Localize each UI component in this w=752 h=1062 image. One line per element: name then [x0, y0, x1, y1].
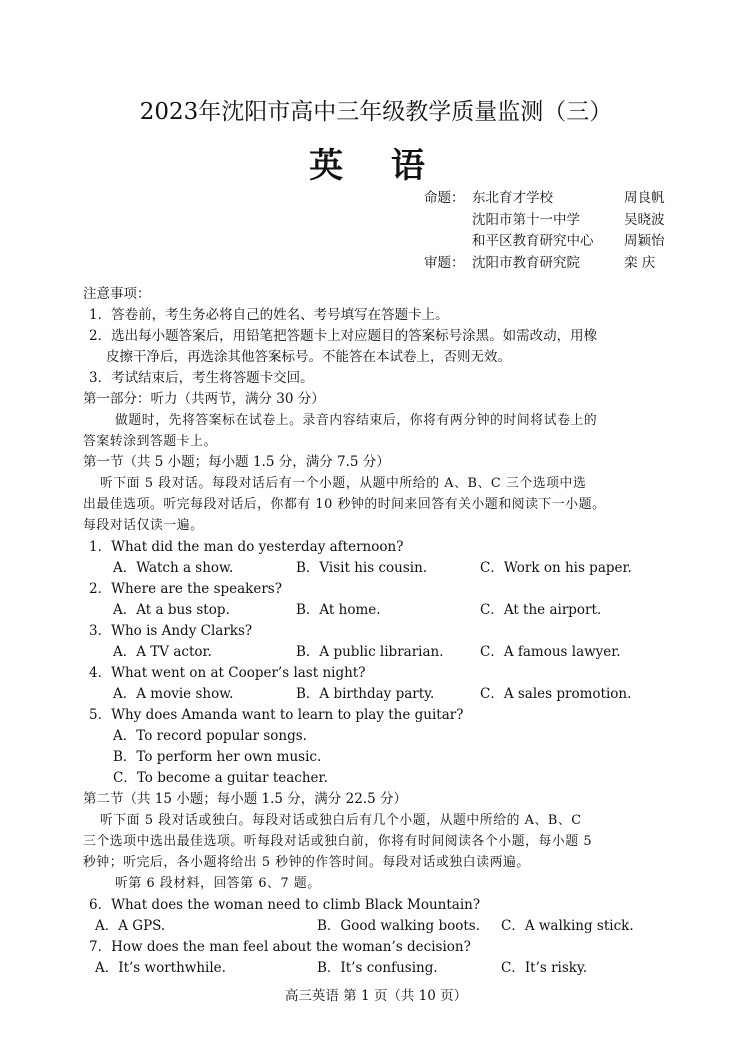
question-text: 6．What does the woman need to climb Black Mountain? [89, 897, 481, 913]
option-b: B．A birthday party. [296, 686, 435, 702]
options-row [113, 558, 673, 579]
question-text: 3．Who is Andy Clarks? [89, 623, 253, 639]
exam-title: 2023年沈阳市高中三年级教学质量监测（三） [139, 99, 613, 125]
credit-row [424, 231, 684, 253]
credit-school: 沈阳市教育研究院 [472, 254, 580, 271]
note-item: 皮擦干净后，再选涂其他答案标号。不能答在本试卷上，否则无效。 [106, 349, 511, 365]
credit-school: 沈阳市第十一中学 [472, 211, 580, 228]
credit-label: 命题： [424, 190, 465, 206]
option-c: C．A sales promotion. [480, 686, 632, 702]
option-c: C．A walking stick. [501, 918, 634, 934]
option-b: B．At home. [296, 602, 381, 618]
credits-block [424, 188, 684, 274]
notes-heading: 注意事项： [83, 286, 151, 302]
option-c: C．Work on his paper. [480, 560, 632, 576]
credit-row [424, 188, 684, 210]
part1-instruction: 做题时，先将答案标在试卷上。录音内容结束后，你将有两分钟的时间将试卷上的 [115, 413, 598, 428]
part1-instruction: 答案转涂到答题卡上。 [83, 434, 217, 449]
option-c: C．A famous lawyer. [480, 644, 621, 660]
question-text: 7．How does the man feel about the woman’s decision? [89, 939, 471, 955]
option-a: A．Watch a show. [113, 560, 234, 576]
question-text: 4．What went on at Cooper’s last night? [89, 665, 366, 681]
options-row [95, 958, 675, 979]
options-row [113, 642, 673, 663]
section1-heading: 第一节（共 5 小题；每小题 1.5 分，满分 7.5 分） [83, 454, 390, 470]
subject-title: 英 语 [309, 146, 443, 186]
option-a: A．A TV actor. [113, 644, 212, 660]
section1-instruction: 每段对话仅读一遍。 [83, 518, 204, 533]
note-item: 2．选出每小题答案后，用铅笔把答题卡上对应题目的答案标号涂黑。如需改动，用橡 [89, 328, 598, 344]
option-a: A．A movie show. [113, 686, 234, 702]
option-a: A．To record popular songs. [113, 728, 307, 744]
question-text: 5．Why does Amanda want to learn to play the guitar? [89, 707, 464, 723]
credit-label: 审题： [424, 254, 465, 271]
credit-name: 吴晓波 [624, 211, 665, 228]
credit-row [424, 210, 684, 232]
option-c: C．To become a guitar teacher. [113, 770, 328, 786]
section2-instruction: 听第 6 段材料，回答第 6、7 题。 [115, 876, 321, 891]
note-item: 3．考试结束后，考生将答题卡交回。 [89, 370, 314, 386]
option-a: A．A GPS. [95, 918, 166, 934]
option-b: B．Visit his cousin. [296, 560, 428, 576]
options-row [95, 916, 675, 937]
option-b: B．A public librarian. [296, 644, 444, 660]
option-c: C．At the airport. [480, 602, 602, 618]
question-text: 2．Where are the speakers? [89, 581, 282, 597]
part1-heading: 第一部分：听力（共两节，满分 30 分） [83, 391, 325, 407]
credit-name: 栾 庆 [624, 254, 656, 271]
option-b: B．It’s confusing. [317, 960, 438, 976]
section2-instruction: 秒钟；听完后，各小题将给出 5 秒钟的作答时间。每段对话或独白读两遍。 [83, 855, 530, 870]
option-b: B．To perform her own music. [113, 749, 322, 765]
credit-school: 东北育才学校 [472, 190, 553, 206]
section2-heading: 第二节（共 15 小题；每小题 1.5 分，满分 22.5 分） [83, 791, 407, 807]
credit-row [424, 253, 684, 275]
option-b: B．Good walking boots. [317, 918, 480, 934]
section2-instruction: 三个选项中选出最佳选项。听每段对话或独白前，你将有时间阅读各个小题，每小题 5 [83, 834, 593, 849]
section2-instruction: 听下面 5 段对话或独白。每段对话或独白后有几个小题，从题中所给的 A、B、C [100, 813, 582, 828]
option-a: A．At a bus stop. [113, 602, 230, 618]
section1-instruction: 听下面 5 段对话。每段对话后有一个小题，从题中所给的 A、B、C 三个选项中选 [100, 476, 587, 491]
credit-name: 周颖怡 [624, 233, 665, 249]
question-text: 1．What did the man do yesterday afternoon? [89, 539, 404, 555]
section1-instruction: 出最佳选项。听完每段对话后，你都有 10 秒钟的时间来回答有关小题和阅读下一小题。 [83, 497, 606, 512]
credit-name: 周良帆 [624, 190, 665, 206]
option-c: C．It’s risky. [501, 960, 588, 976]
option-a: A．It’s worthwhile. [95, 960, 226, 976]
page-footer: 高三英语 第 1 页（共 10 页） [284, 988, 468, 1004]
options-row [113, 684, 673, 705]
note-item: 1．答卷前，考生务必将自己的姓名、考号填写在答题卡上。 [89, 307, 449, 323]
options-row [113, 600, 673, 621]
credit-school: 和平区教育研究中心 [472, 233, 594, 249]
